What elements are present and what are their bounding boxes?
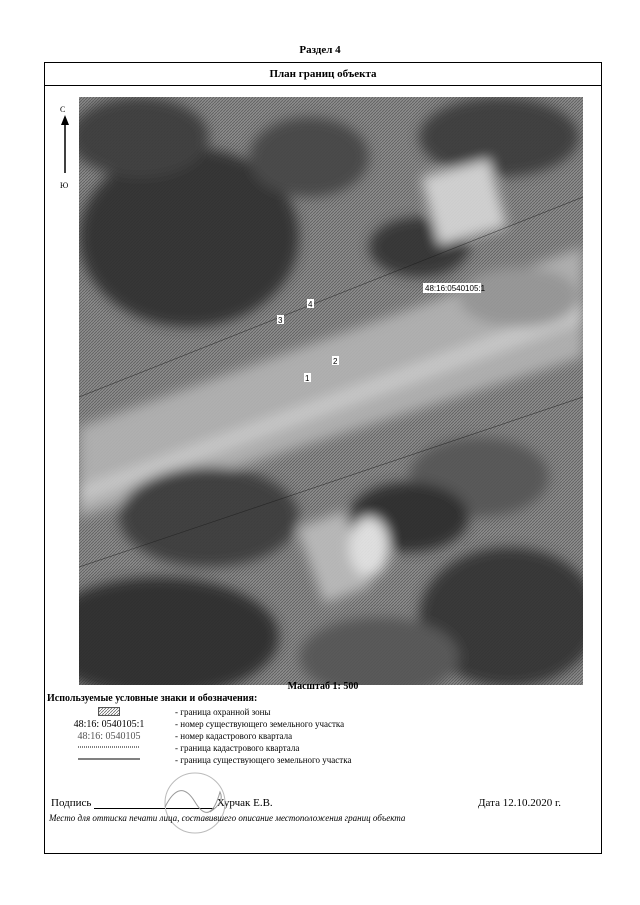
compass-north-label: С [60, 105, 66, 114]
boundary-point: 2 [333, 357, 338, 366]
legend-desc: - граница охранной зоны [175, 707, 271, 717]
legend-desc: - граница кадастрового квартала [175, 743, 300, 753]
boundary-point: 1 [305, 374, 310, 383]
map-canvas [79, 97, 583, 685]
parcel-label: 48:16:0540105:1 [425, 284, 486, 293]
signature-row [51, 797, 561, 809]
legend-title: Используемые условные знаки и обозначения: [47, 693, 258, 704]
signature-date: Дата 12.10.2020 г. [478, 797, 561, 809]
signer-name: Хурчак Е.В. [216, 797, 273, 809]
compass-south-label: Ю [60, 181, 69, 190]
stamp-note: Место для оттиска печати лица, составившего описание местоположения границ объекта [49, 813, 406, 823]
signature-label: Подпись [51, 797, 92, 809]
legend-symbol-text: 48:16: 0540105:1 [73, 719, 145, 730]
aerial-map [79, 97, 583, 685]
section-title: Раздел 4 [299, 44, 341, 56]
legend-symbol-text: 48:16: 0540105 [77, 731, 141, 742]
boundary-point: 3 [278, 316, 283, 325]
legend-desc: - граница существующего земельного участка [175, 755, 352, 765]
stamp-icon [145, 767, 245, 837]
plan-title: План границ объекта [45, 63, 601, 86]
legend-desc: - номер кадастрового квартала [175, 731, 293, 741]
document-frame [44, 62, 602, 854]
legend-desc: - номер существующего земельного участка [175, 719, 345, 729]
solid-line-icon [51, 755, 167, 765]
compass [55, 105, 75, 195]
boundary-point: 4 [308, 300, 313, 309]
hatched-rectangle-icon [51, 707, 167, 718]
map-scale: Масштаб 1: 500 [287, 681, 359, 692]
north-arrow-icon [59, 115, 71, 175]
dotted-line-icon [51, 743, 167, 753]
